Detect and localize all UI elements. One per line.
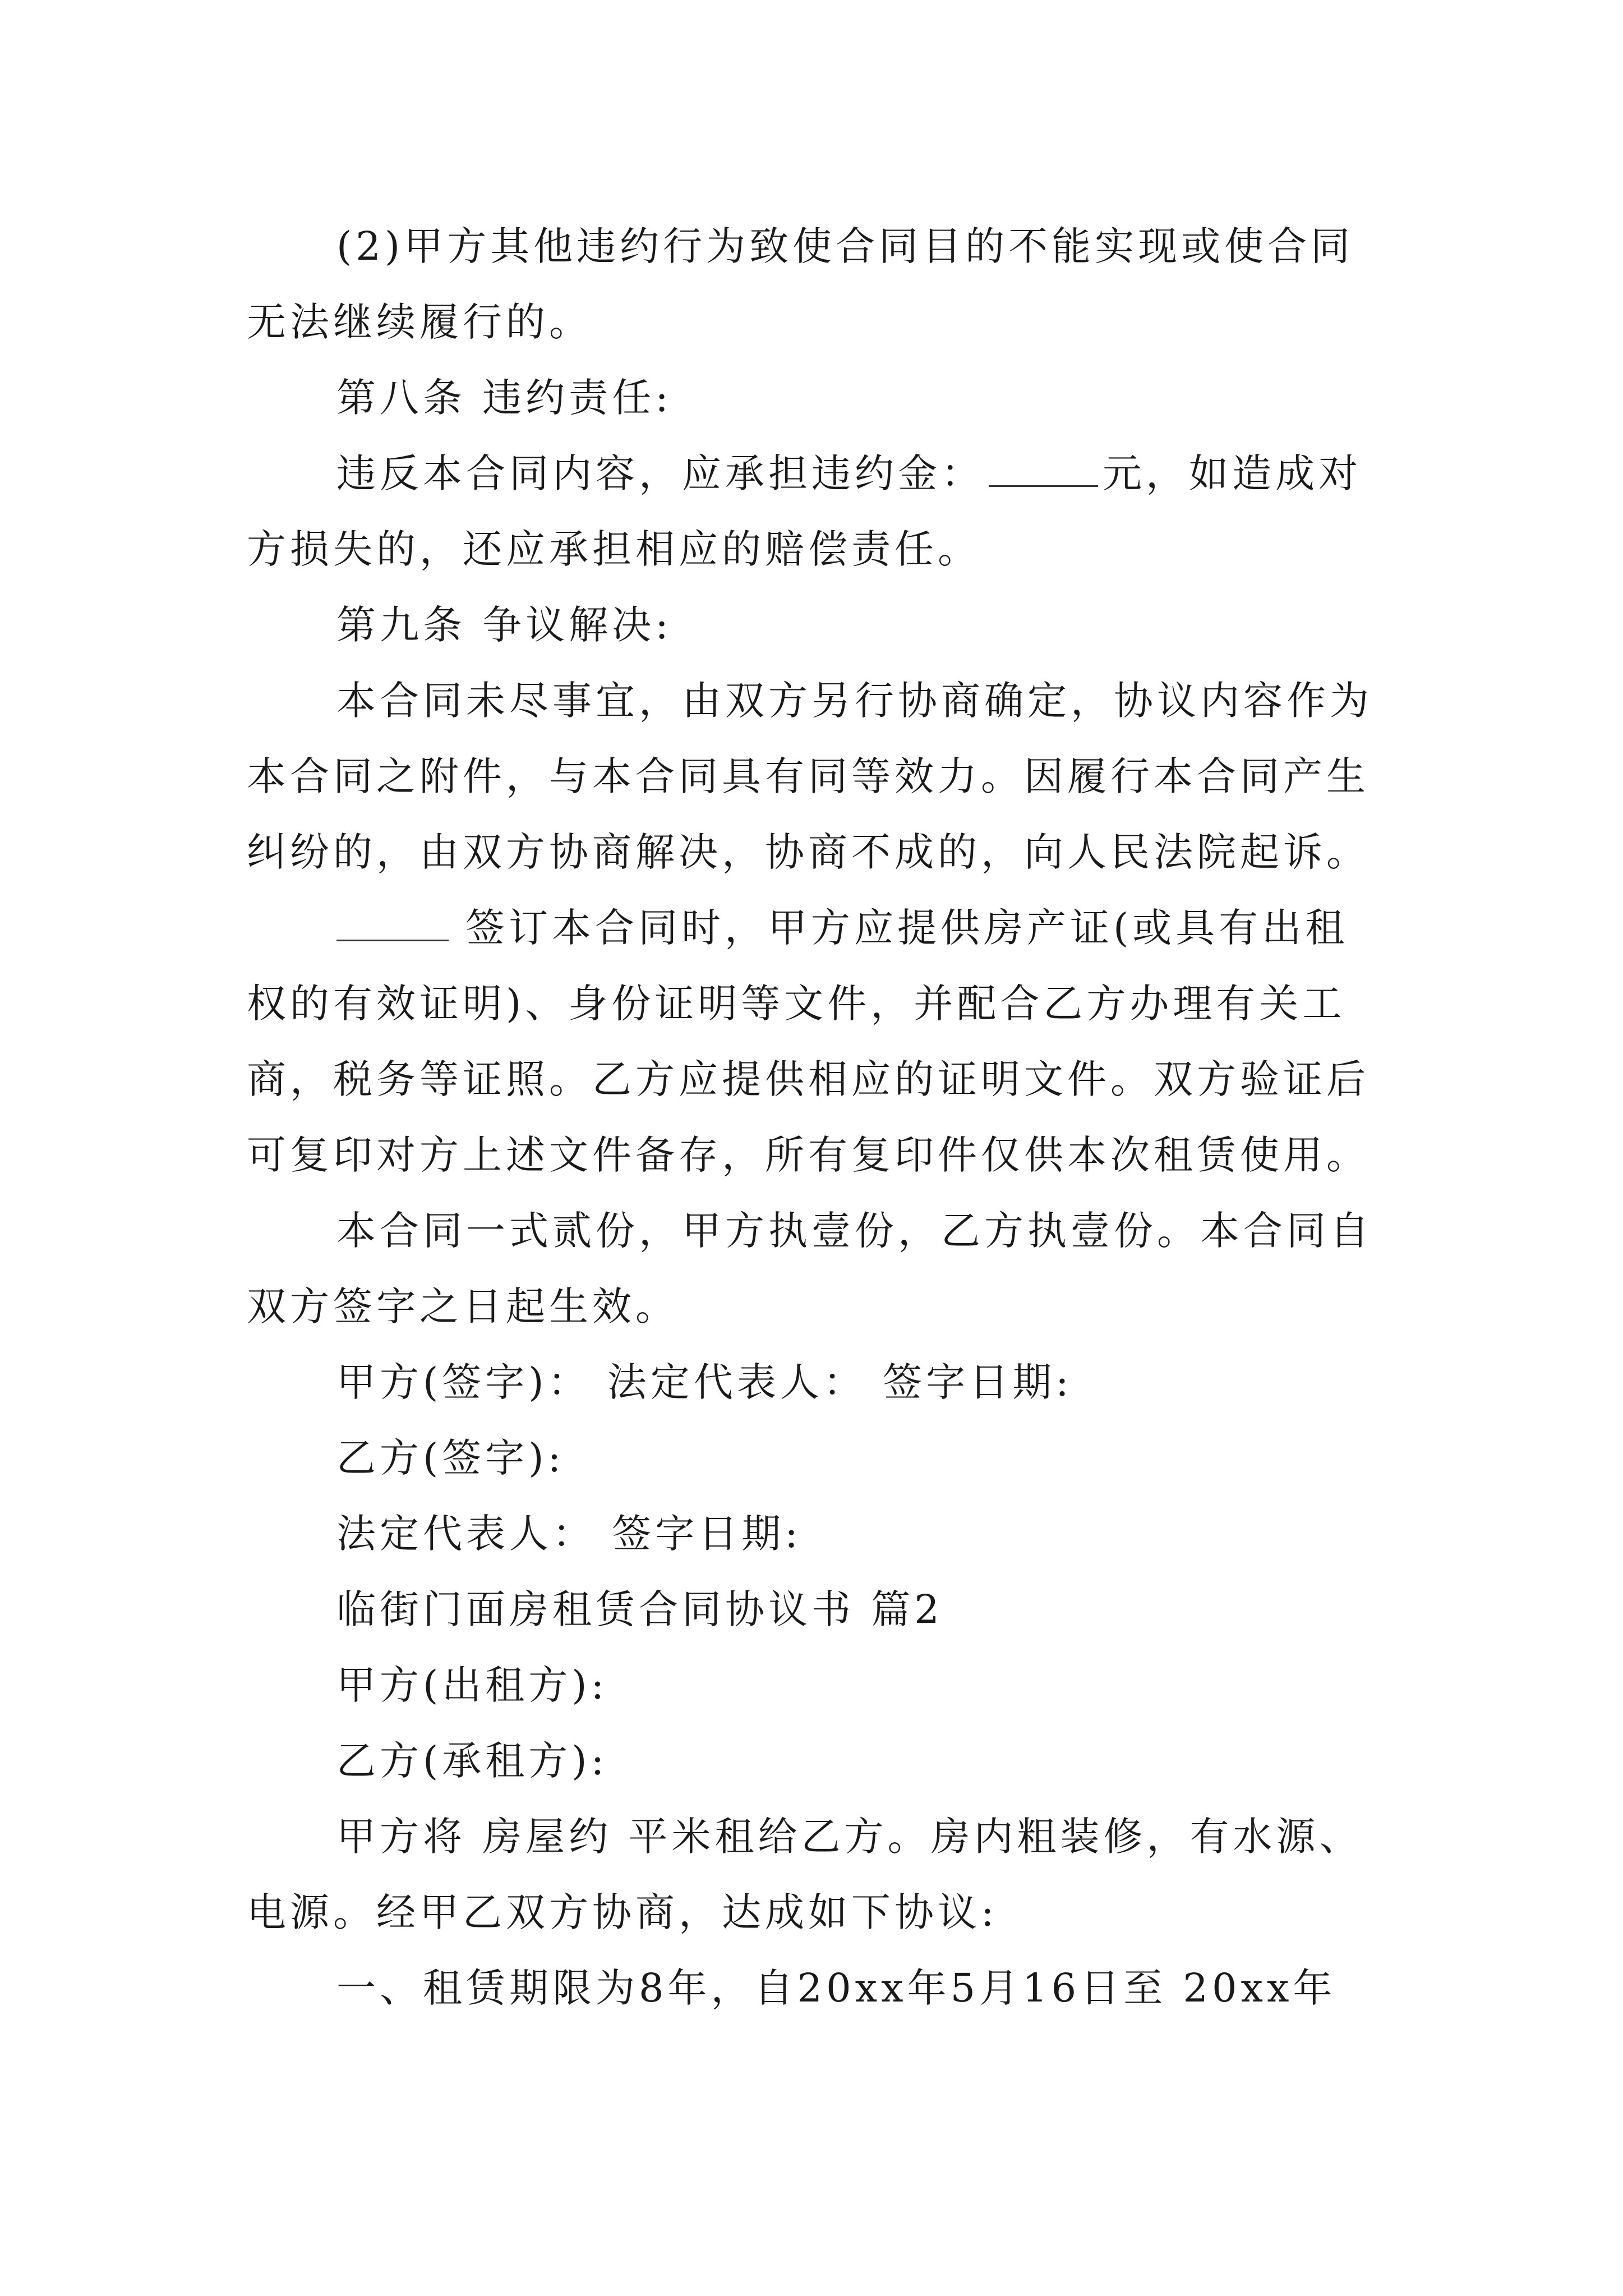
paragraph-line: (2)甲方其他违约行为致使合同目的不能实现或使合同	[336, 223, 1354, 269]
paragraph-line: 无法继续履行的。	[247, 299, 592, 345]
signature-line: 法定代表人： 签字日期:	[336, 1511, 802, 1557]
section-heading: 第八条 违约责任:	[336, 375, 672, 421]
paragraph-line: 一、租赁期限为8年，自20xx年5月16日至 20xx年	[336, 1965, 1336, 2011]
paragraph-line: 可复印对方上述文件备存，所有复印件仅供本次租赁使用。	[247, 1132, 1370, 1178]
section-heading: 第九条 争议解决:	[336, 602, 672, 648]
document-title: 临街门面房租赁合同协议书 篇2	[336, 1586, 943, 1632]
paragraph-line: 本合同未尽事宜，由双方另行协商确定，协议内容作为	[336, 678, 1373, 724]
party-line: 甲方(出租方):	[336, 1662, 608, 1708]
paragraph-line: 方损失的，还应承担相应的赔偿责任。	[247, 526, 981, 572]
line-text-after-blank: 签订本合同时，甲方应提供房产证(或具有出租	[465, 905, 1349, 951]
paragraph-line	[247, 890, 1385, 966]
fill-in-blank	[989, 452, 1098, 487]
signature-line: 乙方(签字):	[336, 1435, 565, 1481]
paragraph-line	[247, 436, 1385, 512]
document-body	[247, 209, 1385, 2026]
line-text-before-blank: 违反本合同内容，应承担违约金：	[336, 450, 984, 496]
party-line: 乙方(承租方):	[336, 1738, 608, 1784]
paragraph-line: 电源。经甲乙双方协商，达成如下协议:	[247, 1889, 998, 1935]
paragraph-line: 商，税务等证照。乙方应提供相应的证明文件。双方验证后	[247, 1056, 1370, 1102]
paragraph-line: 甲方将 房屋约 平米租给乙方。房内粗装修，有水源、	[336, 1814, 1363, 1860]
paragraph-line: 双方签字之日起生效。	[247, 1283, 679, 1329]
line-text-after-blank: 元，如造成对	[1103, 450, 1362, 496]
paragraph-line: 本合同一式贰份，甲方执壹份，乙方执壹份。本合同自	[336, 1208, 1373, 1254]
signature-line: 甲方(签字)： 法定代表人： 签字日期:	[336, 1359, 1073, 1405]
paragraph-line: 纠纷的，由双方协商解决，协商不成的，向人民法院起诉。	[247, 829, 1370, 875]
fill-in-blank	[336, 906, 449, 941]
paragraph-line: 权的有效证明)、身份证明等文件，并配合乙方办理有关工	[247, 981, 1346, 1027]
paragraph-line: 本合同之附件，与本合同具有同等效力。因履行本合同产生	[247, 753, 1370, 799]
